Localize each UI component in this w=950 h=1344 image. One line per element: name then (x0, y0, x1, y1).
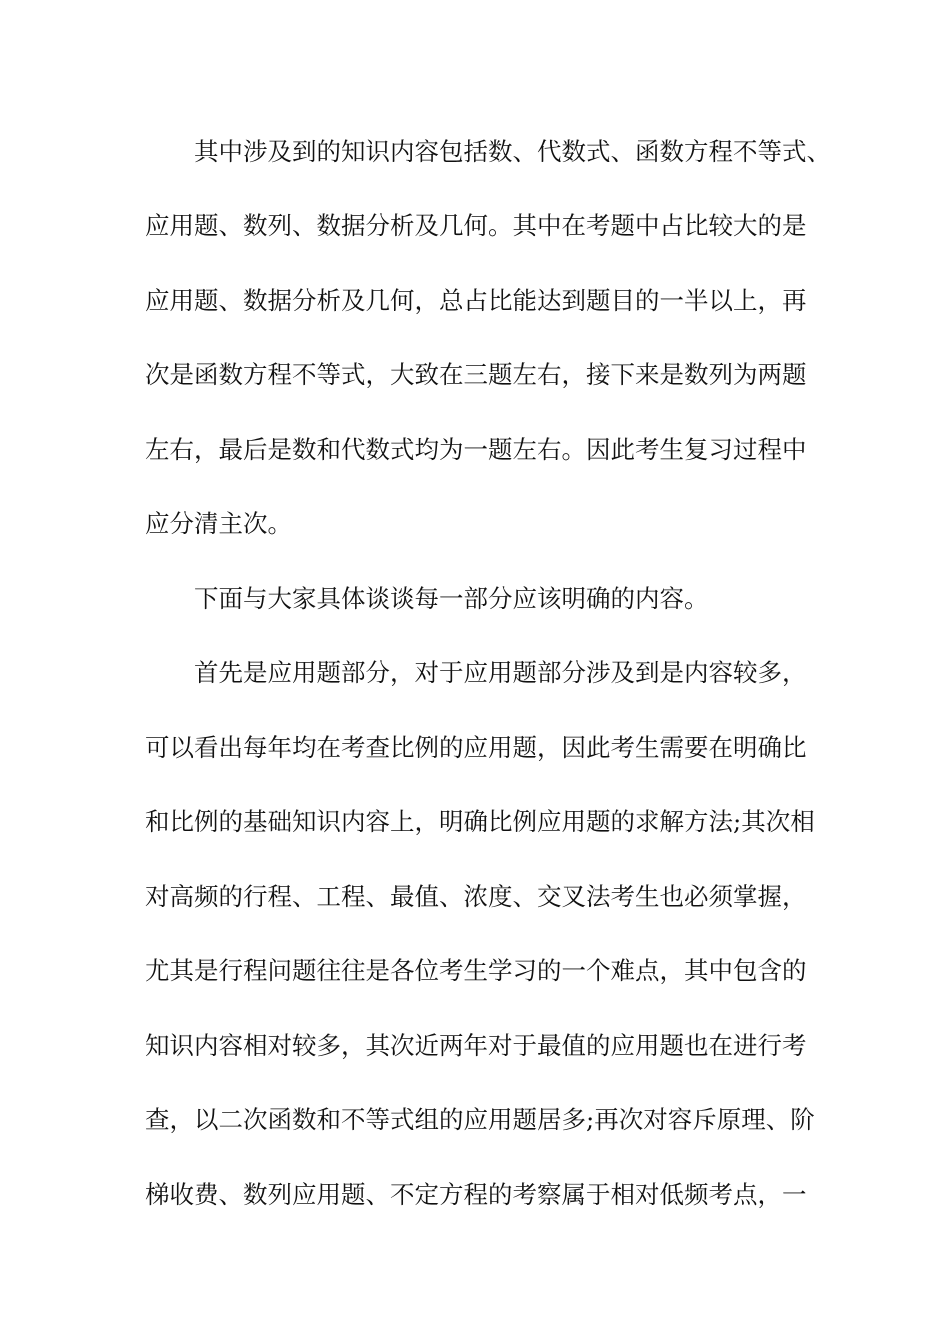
paragraph-line-9: 可以看出每年均在考查比例的应用题，因此考生需要在明确比 (145, 733, 807, 762)
paragraph-line-5: 左右，最后是数和代数式均为一题左右。因此考生复习过程中 (145, 435, 807, 464)
paragraph-line-11: 对高频的行程、工程、最值、浓度、交叉法考生也必须掌握， (145, 882, 807, 911)
paragraph-line-12: 尤其是行程问题往往是各位考生学习的一个难点，其中包含的 (145, 956, 807, 985)
paragraph-line-2: 应用题、数列、数据分析及几何。其中在考题中占比较大的是 (145, 211, 807, 240)
paragraph-line-3: 应用题、数据分析及几何，总占比能达到题目的一半以上，再 (145, 286, 807, 315)
paragraph-line-10: 和比例的基础知识内容上，明确比例应用题的求解方法;其次相 (145, 807, 815, 836)
paragraph-line-15: 梯收费、数列应用题、不定方程的考察属于相对低频考点，一 (145, 1180, 807, 1209)
paragraph-line-1: 其中涉及到的知识内容包括数、代数式、函数方程不等式、 (194, 137, 831, 166)
paragraph-line-4: 次是函数方程不等式，大致在三题左右，接下来是数列为两题 (145, 360, 807, 389)
paragraph-line-14: 查，以二次函数和不等式组的应用题居多;再次对容斥原理、阶 (145, 1105, 815, 1134)
paragraph-line-6: 应分清主次。 (145, 509, 292, 538)
paragraph-line-7: 下面与大家具体谈谈每一部分应该明确的内容。 (194, 584, 709, 613)
paragraph-line-8: 首先是应用题部分，对于应用题部分涉及到是内容较多， (194, 658, 807, 687)
paragraph-line-13: 知识内容相对较多，其次近两年对于最值的应用题也在进行考 (145, 1031, 807, 1060)
